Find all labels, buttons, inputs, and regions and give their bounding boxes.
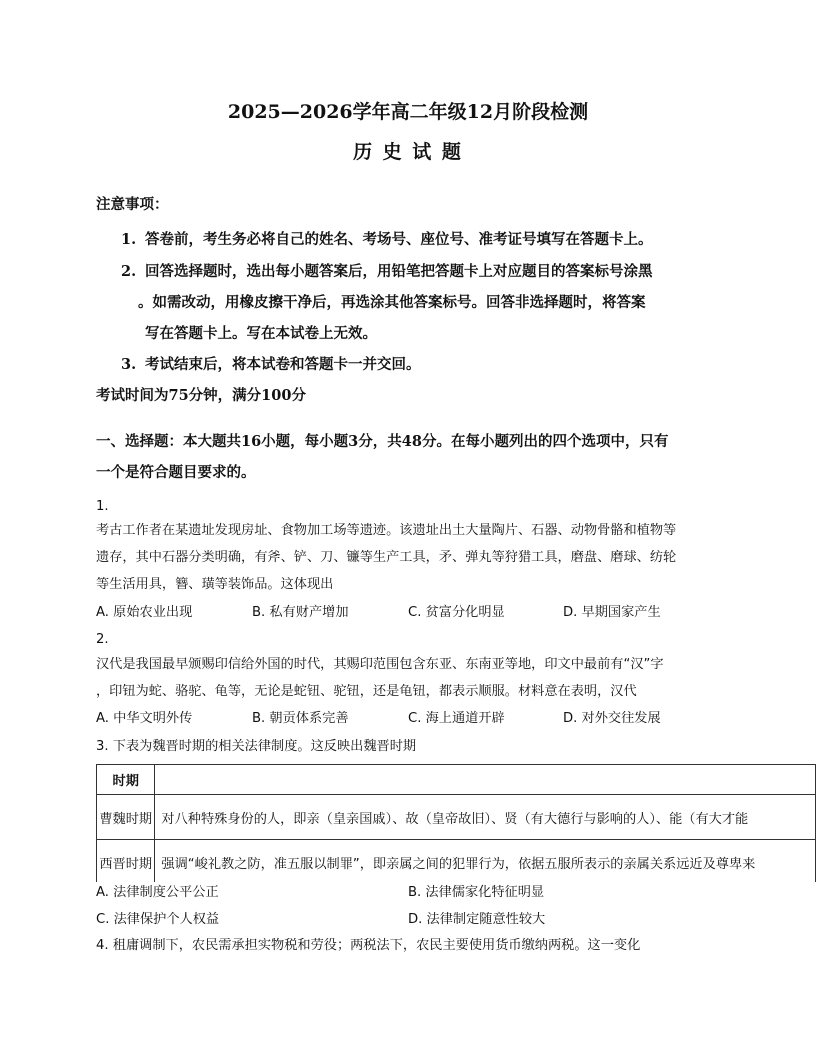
notice-item-text: 。如需改动，用橡皮擦干净后，再选涂其他答案标号。回答非选择题时，将答案 [138, 294, 646, 311]
answer-option[interactable]: A. 法律制度公平公正 [96, 885, 219, 900]
table-row [97, 840, 816, 883]
exam-subject: 历 史 试 题 [353, 141, 463, 163]
question-stem: 遗存，其中石器分类明确，有斧、铲、刀、镰等生产工具，矛、弹丸等狩猎工具，磨盘、磨球、纺轮 [96, 550, 677, 565]
table-cell-content: 强调“峻礼教之防，准五服以制罪”，即亲属之间的犯罪行为，依据五服所表示的亲属关系远近及尊卑来 [155, 840, 816, 883]
notice-item-number: 1. [121, 231, 137, 248]
notice-item-text: 写在答题卡上。写在本试卷上无效。 [145, 325, 377, 342]
exam-title: 2025—2026学年高二年级12月阶段检测 [227, 101, 589, 123]
question-number: 1. [96, 499, 109, 514]
notice-item-text: 答卷前，考生务必将自己的姓名、考场号、座位号、准考证号填写在答题卡上。 [145, 231, 653, 248]
question-stem: 等生活用具，簪、璜等装饰品。这体现出 [96, 577, 334, 592]
question-number: 2. [96, 632, 109, 647]
table-header-cell: 时期 [97, 765, 155, 795]
table-row [97, 795, 816, 840]
question-stem: ，印钮为蛇、骆驼、龟等，无论是蛇钮、驼钮，还是龟钮，都表示顺服。材料意在表明，汉代 [96, 684, 637, 699]
notice-item-text: 回答选择题时，选出每小题答案后，用铅笔把答题卡上对应题目的答案标号涂黑 [145, 263, 653, 280]
table-cell-content: 对八种特殊身份的人，即亲（皇亲国戚）、故（皇帝故旧）、贤（有大德行与影响的人）、能（有大才能 [155, 795, 816, 840]
table-cell-period: 西晋时期 [97, 840, 155, 883]
question-stem: 汉代是我国最早颁赐印信给外国的时代，其赐印范围包含东亚、东南亚等地，印文中最前有“汉”字 [96, 657, 664, 672]
question-stem: 4. 租庸调制下，农民需承担实物税和劳役；两税法下，农民主要使用货币缴纳两税。这一变化 [96, 938, 641, 953]
law-table-wrapper [96, 764, 816, 882]
section-heading: 一、选择题：本大题共16小题，每小题3分，共48分。在每小题列出的四个选项中，只有 [96, 433, 669, 450]
answer-option[interactable]: B. 朝贡体系完善 [252, 711, 349, 726]
answer-option[interactable]: C. 贫富分化明显 [408, 605, 505, 620]
answer-option[interactable]: D. 早期国家产生 [563, 605, 661, 620]
answer-option[interactable]: D. 对外交往发展 [563, 711, 661, 726]
table-header-cell [155, 765, 816, 795]
question-stem: 3. 下表为魏晋时期的相关法律制度。这反映出魏晋时期 [96, 739, 417, 754]
exam-time-info: 考试时间为75分钟，满分100分 [96, 387, 306, 404]
notice-item-text: 考试结束后，将本试卷和答题卡一并交回。 [145, 356, 421, 373]
table-cell-period: 曹魏时期 [97, 795, 155, 840]
answer-option[interactable]: D. 法律制定随意性较大 [408, 912, 546, 927]
answer-option[interactable]: B. 私有财产增加 [252, 605, 349, 620]
question-stem: 考古工作者在某遗址发现房址、食物加工场等遗迹。该遗址出土大量陶片、石器、动物骨骼和植物等 [96, 523, 677, 538]
law-table [96, 764, 816, 882]
answer-option[interactable]: C. 海上通道开辟 [408, 711, 505, 726]
section-heading: 一个是符合题目要求的。 [96, 464, 256, 481]
notice-heading: 注意事项： [96, 196, 169, 213]
answer-option[interactable]: C. 法律保护个人权益 [96, 912, 220, 927]
table-header-row [97, 765, 816, 795]
answer-option[interactable]: A. 原始农业出现 [96, 605, 193, 620]
answer-option[interactable]: B. 法律儒家化特征明显 [408, 885, 545, 900]
notice-item-number: 3. [121, 356, 137, 373]
answer-option[interactable]: A. 中华文明外传 [96, 711, 193, 726]
notice-item-number: 2. [121, 263, 137, 280]
